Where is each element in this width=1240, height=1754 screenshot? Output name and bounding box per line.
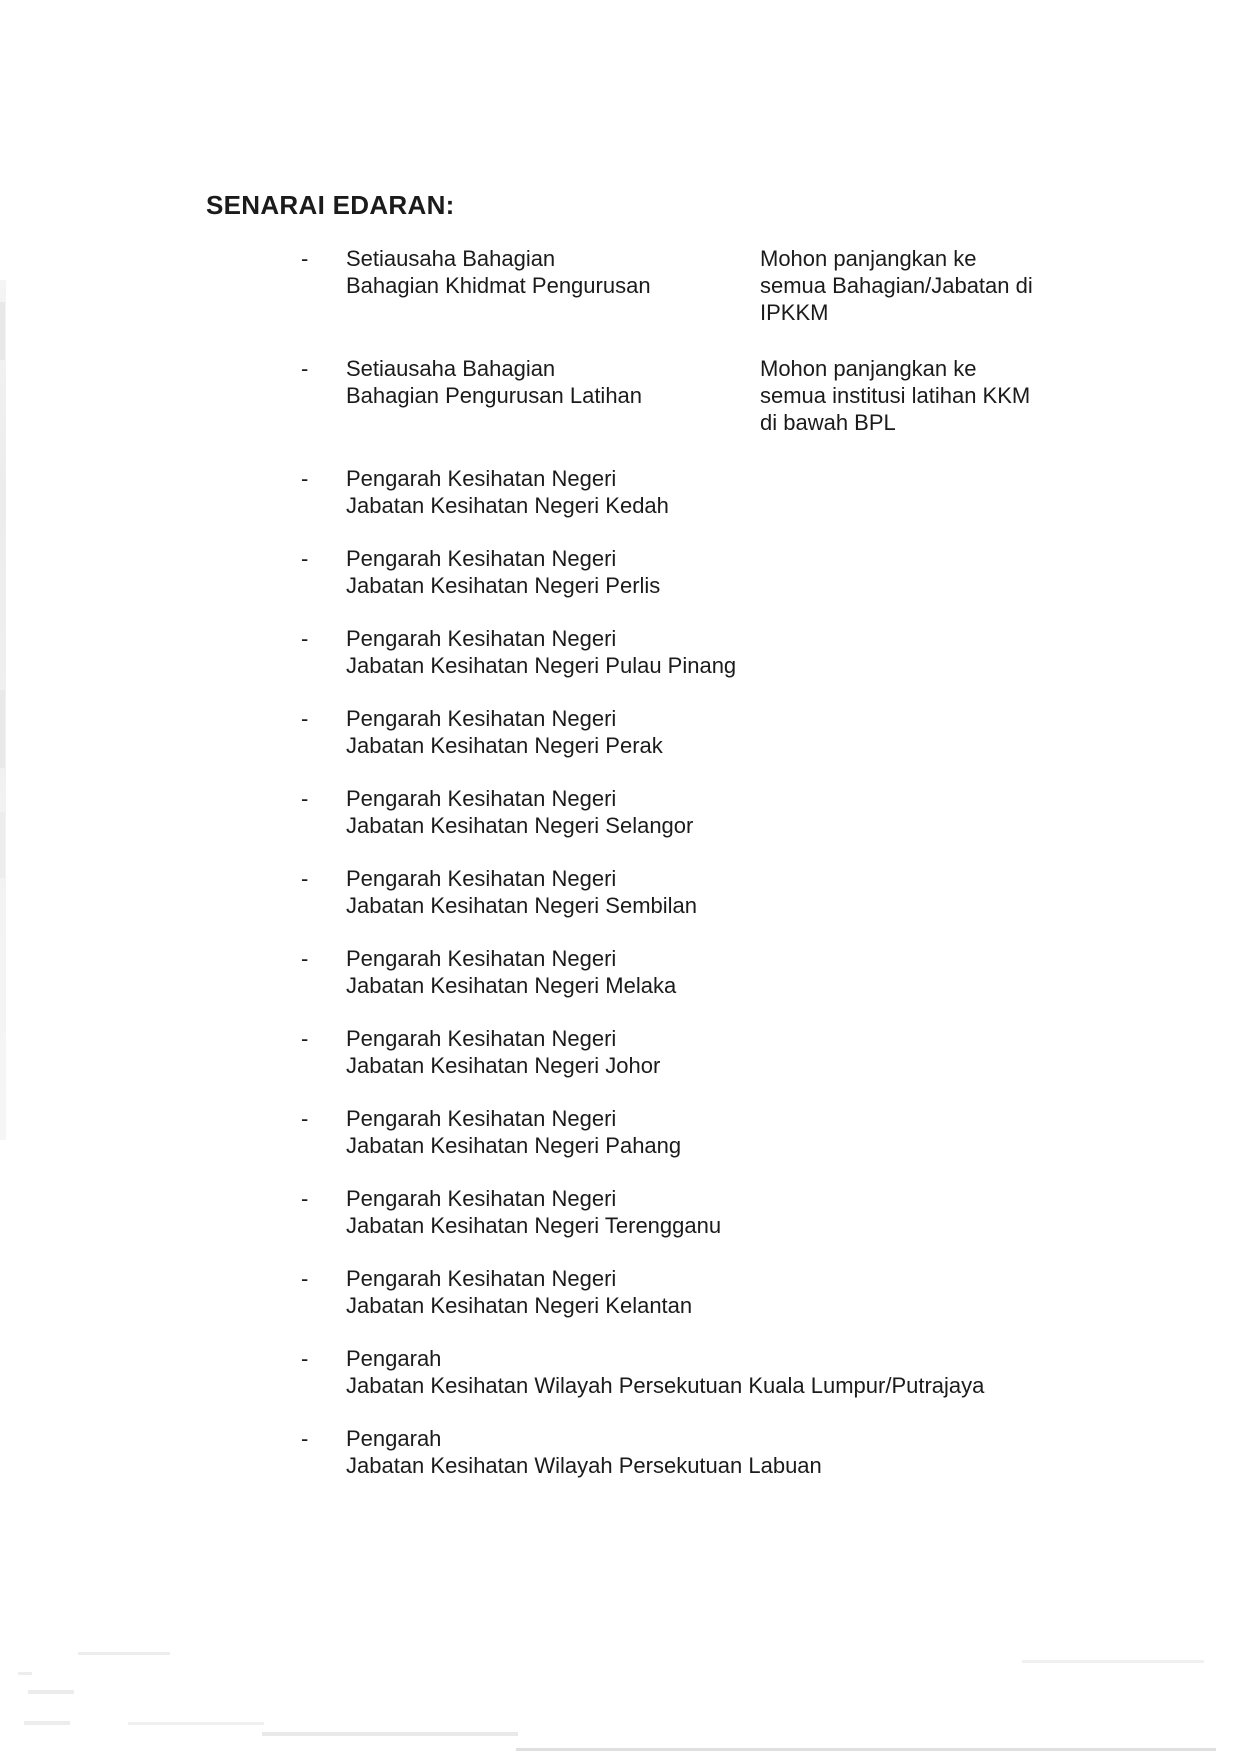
list-item — [0, 1265, 1240, 1319]
bullet-dash: - — [301, 1266, 309, 1291]
recipient-line: Pengarah Kesihatan Negeri — [346, 786, 617, 811]
recipient-line: Jabatan Kesihatan Wilayah Persekutuan Labuan — [346, 1453, 822, 1478]
recipient-line: Setiausaha Bahagian — [346, 246, 556, 271]
list-item — [0, 1105, 1240, 1159]
bullet-dash: - — [301, 626, 309, 651]
list-item — [0, 465, 1240, 519]
recipient-line: Pengarah Kesihatan Negeri — [346, 546, 617, 571]
page-title: SENARAI EDARAN: — [206, 190, 455, 220]
scan-artifact — [1022, 1660, 1204, 1663]
recipient-block — [346, 1345, 1240, 1399]
recipient-line: Jabatan Kesihatan Negeri Perlis — [346, 573, 661, 598]
recipient-line: Pengarah — [346, 1346, 442, 1371]
note-line: semua institusi latihan KKM — [760, 383, 1031, 408]
recipient-block — [346, 945, 1240, 999]
recipient-block — [346, 1425, 1240, 1479]
recipient-line: Pengarah Kesihatan Negeri — [346, 626, 617, 651]
distribution-list — [0, 245, 1240, 1505]
bullet-dash: - — [301, 866, 309, 891]
list-item — [0, 945, 1240, 999]
scan-artifact — [516, 1748, 1216, 1751]
recipient-block — [346, 465, 1240, 519]
bullet-dash: - — [301, 946, 309, 971]
scan-artifact — [78, 1652, 170, 1655]
recipient-block — [346, 1105, 1240, 1159]
recipient-block — [346, 785, 1240, 839]
list-item — [0, 1025, 1240, 1079]
recipient-block — [346, 625, 1240, 679]
recipient-line: Pengarah Kesihatan Negeri — [346, 706, 617, 731]
recipient-line: Pengarah Kesihatan Negeri — [346, 866, 617, 891]
scan-artifact — [18, 1672, 32, 1675]
note-block — [760, 355, 1030, 436]
list-item — [0, 545, 1240, 599]
bullet-dash: - — [301, 1026, 309, 1051]
list-item — [0, 1185, 1240, 1239]
recipient-block — [346, 705, 1240, 759]
bullet-dash: - — [301, 246, 309, 271]
bullet-dash: - — [301, 786, 309, 811]
recipient-line: Pengarah — [346, 1426, 442, 1451]
list-item — [0, 785, 1240, 839]
scan-artifact — [28, 1690, 74, 1694]
list-item — [0, 705, 1240, 759]
bullet-dash: - — [301, 466, 309, 491]
bullet-dash: - — [301, 546, 309, 571]
note-line: IPKKM — [760, 300, 829, 325]
recipient-line: Jabatan Kesihatan Negeri Terengganu — [346, 1213, 722, 1238]
recipient-line: Pengarah Kesihatan Negeri — [346, 946, 617, 971]
bullet-dash: - — [301, 1106, 309, 1131]
recipient-line: Jabatan Kesihatan Negeri Pahang — [346, 1133, 682, 1158]
scan-artifact — [128, 1722, 264, 1725]
recipient-line: Setiausaha Bahagian — [346, 356, 556, 381]
recipient-line: Bahagian Khidmat Pengurusan — [346, 273, 651, 298]
recipient-block — [346, 1025, 1240, 1079]
bullet-dash: - — [301, 1186, 309, 1211]
recipient-line: Jabatan Kesihatan Negeri Perak — [346, 733, 663, 758]
bullet-dash: - — [301, 706, 309, 731]
recipient-line: Pengarah Kesihatan Negeri — [346, 1026, 617, 1051]
recipient-line: Pengarah Kesihatan Negeri — [346, 1266, 617, 1291]
list-item — [0, 625, 1240, 679]
note-line: semua Bahagian/Jabatan di — [760, 273, 1033, 298]
bullet-dash: - — [301, 356, 309, 381]
note-line: Mohon panjangkan ke — [760, 246, 977, 271]
recipient-line: Jabatan Kesihatan Negeri Kedah — [346, 493, 669, 518]
bullet-dash: - — [301, 1426, 309, 1451]
recipient-line: Jabatan Kesihatan Wilayah Persekutuan Kuala Lumpur/Putrajaya — [346, 1373, 985, 1398]
note-line: di bawah BPL — [760, 410, 896, 435]
note-line: Mohon panjangkan ke — [760, 356, 977, 381]
scan-artifact — [262, 1732, 518, 1736]
recipient-line: Jabatan Kesihatan Negeri Melaka — [346, 973, 677, 998]
recipient-line: Bahagian Pengurusan Latihan — [346, 383, 643, 408]
recipient-line: Jabatan Kesihatan Negeri Pulau Pinang — [346, 653, 737, 678]
list-item — [0, 245, 1240, 329]
recipient-line: Jabatan Kesihatan Negeri Sembilan — [346, 893, 698, 918]
list-item — [0, 1425, 1240, 1479]
recipient-line: Jabatan Kesihatan Negeri Kelantan — [346, 1293, 693, 1318]
recipient-line: Pengarah Kesihatan Negeri — [346, 1106, 617, 1131]
bullet-dash: - — [301, 1346, 309, 1371]
recipient-line: Pengarah Kesihatan Negeri — [346, 466, 617, 491]
recipient-line: Jabatan Kesihatan Negeri Selangor — [346, 813, 694, 838]
recipient-block — [346, 865, 1240, 919]
recipient-block — [346, 1265, 1240, 1319]
list-item — [0, 865, 1240, 919]
list-item — [0, 355, 1240, 439]
note-block — [760, 245, 1033, 326]
recipient-block — [346, 545, 1240, 599]
list-item — [0, 1345, 1240, 1399]
recipient-line: Jabatan Kesihatan Negeri Johor — [346, 1053, 661, 1078]
recipient-block — [346, 1185, 1240, 1239]
recipient-line: Pengarah Kesihatan Negeri — [346, 1186, 617, 1211]
scan-artifact — [24, 1721, 70, 1725]
